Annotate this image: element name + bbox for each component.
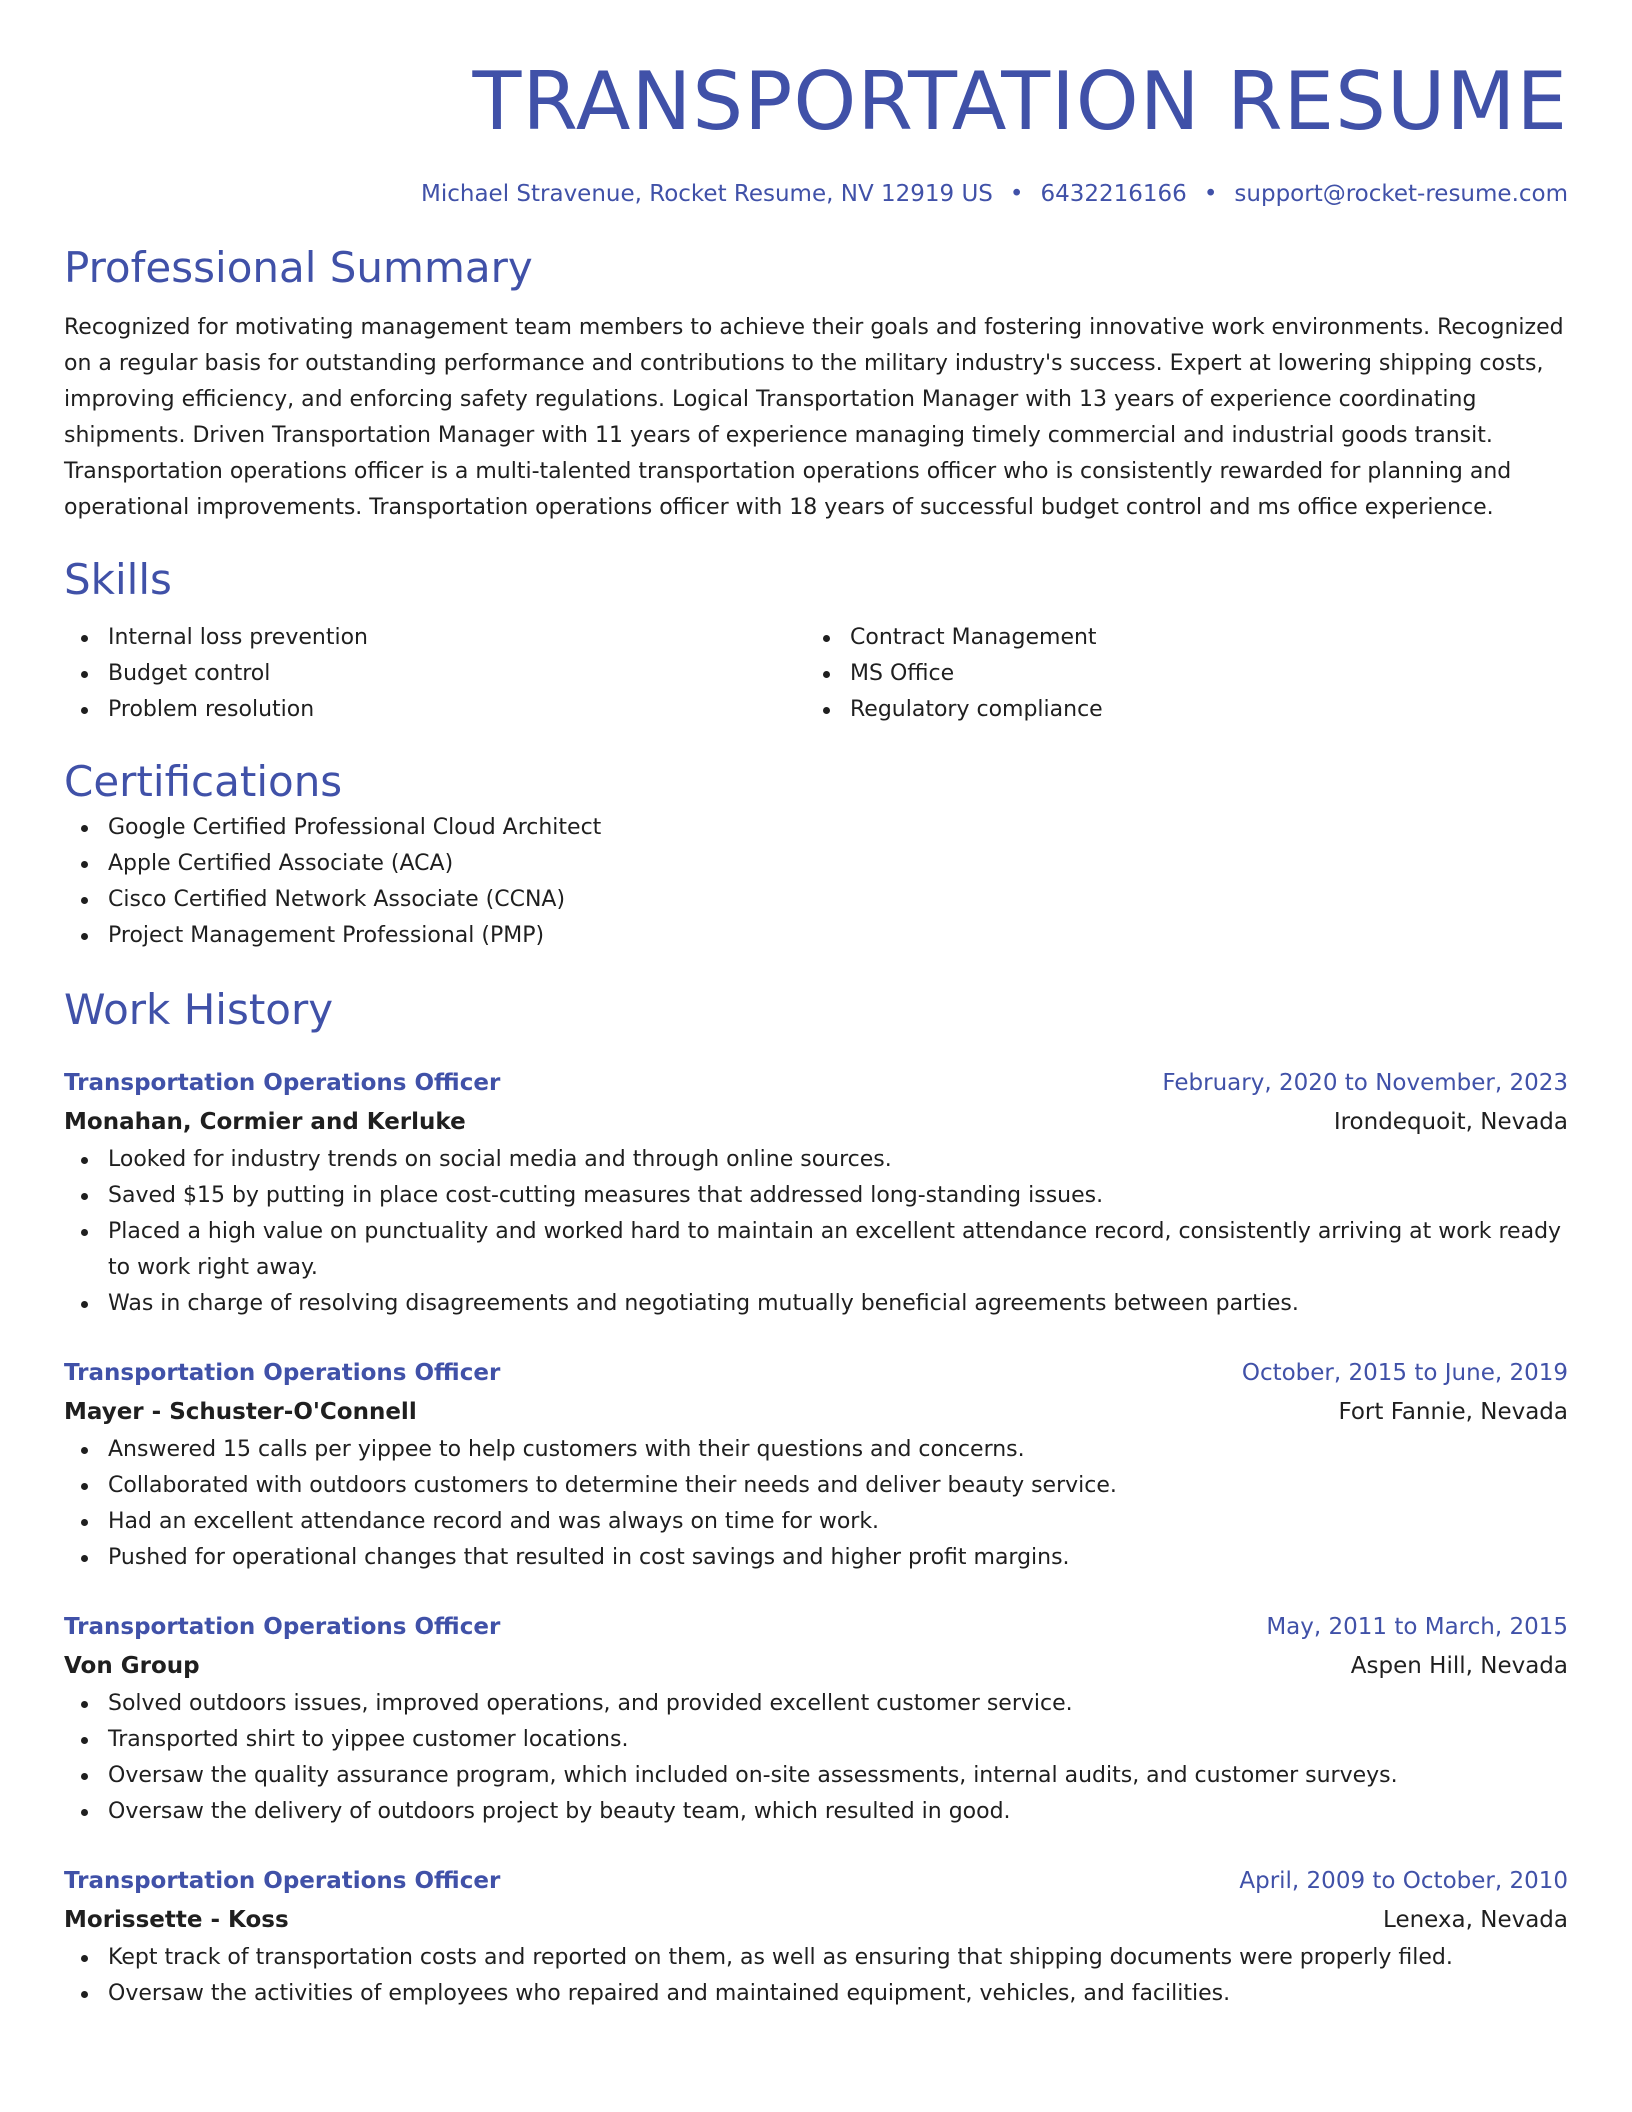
certification-item: Google Certified Professional Cloud Architect xyxy=(64,810,1568,846)
job-bullet: Oversaw the quality assurance program, which included on-site assessments, internal audits, and customer surveys. xyxy=(64,1758,1568,1794)
job-bullet: Answered 15 calls per yippee to help customers with their questions and concerns. xyxy=(64,1432,1568,1468)
contact-separator: • xyxy=(1009,181,1024,207)
certification-item: Project Management Professional (PMP) xyxy=(64,918,1568,954)
job-bullet: Was in charge of resolving disagreements and negotiating mutually beneficial agreements between parties. xyxy=(64,1286,1568,1322)
job-title-row xyxy=(64,1064,1568,1102)
job-bullet: Saved $15 by putting in place cost-cutting measures that addressed long-standing issues. xyxy=(64,1178,1568,1214)
job-company-row xyxy=(64,1392,1568,1432)
job-bullet: Looked for industry trends on social media and through online sources. xyxy=(64,1142,1568,1178)
job-entry xyxy=(64,1862,1568,2012)
certification-item: Apple Certified Associate (ACA) xyxy=(64,846,1568,882)
skills-grid xyxy=(64,620,1568,728)
certifications-list xyxy=(64,810,1568,954)
job-dates: April, 2009 to October, 2010 xyxy=(1239,1868,1568,1894)
job-company-row xyxy=(64,1900,1568,1940)
resume-title: TRANSPORTATION RESUME xyxy=(472,55,1568,148)
job-company-row xyxy=(64,1102,1568,1142)
contact-separator: • xyxy=(1203,181,1218,207)
job-bullet: Kept track of transportation costs and reported on them, as well as ensuring that shipping documents were properly filed. xyxy=(64,1940,1568,1976)
contact-phone: 6432216166 xyxy=(1040,181,1187,207)
job-title: Transportation Operations Officer xyxy=(64,1614,501,1640)
job-title-row xyxy=(64,1354,1568,1392)
job-location: Fort Fannie, Nevada xyxy=(1338,1399,1568,1425)
job-location: Lenexa, Nevada xyxy=(1383,1907,1568,1933)
job-bullet: Oversaw the delivery of outdoors project by beauty team, which resulted in good. xyxy=(64,1794,1568,1830)
contact-address: Michael Stravenue, Rocket Resume, NV 12919 US xyxy=(421,181,993,207)
work-history-heading: Work History xyxy=(64,985,334,1034)
skills-list-left xyxy=(64,620,806,728)
job-company: Von Group xyxy=(64,1653,200,1679)
job-bullets xyxy=(64,1686,1568,1830)
job-location: Aspen Hill, Nevada xyxy=(1350,1653,1568,1679)
summary-heading: Professional Summary xyxy=(64,243,533,292)
contact-email[interactable]: support@rocket-resume.com xyxy=(1234,181,1568,207)
skill-item: Contract Management xyxy=(806,620,1548,656)
job-bullets xyxy=(64,1142,1568,1322)
job-bullet: Had an excellent attendance record and was always on time for work. xyxy=(64,1504,1568,1540)
job-location: Irondequoit, Nevada xyxy=(1333,1109,1568,1135)
job-entry xyxy=(64,1354,1568,1576)
job-company: Mayer - Schuster-O'Connell xyxy=(64,1399,417,1425)
job-bullet: Transported shirt to yippee customer locations. xyxy=(64,1722,1568,1758)
job-bullets xyxy=(64,1432,1568,1576)
job-entry xyxy=(64,1608,1568,1830)
skill-item: Internal loss prevention xyxy=(64,620,806,656)
skills-heading: Skills xyxy=(64,555,172,604)
skills-column-left xyxy=(64,620,806,728)
skill-item: Regulatory compliance xyxy=(806,692,1548,728)
job-title: Transportation Operations Officer xyxy=(64,1360,501,1386)
job-dates: February, 2020 to November, 2023 xyxy=(1162,1070,1568,1096)
job-bullet: Collaborated with outdoors customers to determine their needs and deliver beauty service. xyxy=(64,1468,1568,1504)
contact-line xyxy=(64,178,1568,210)
job-company: Morissette - Koss xyxy=(64,1907,289,1933)
job-bullet: Solved outdoors issues, improved operations, and provided excellent customer service. xyxy=(64,1686,1568,1722)
job-bullet: Pushed for operational changes that resulted in cost savings and higher profit margins. xyxy=(64,1540,1568,1576)
certifications-heading: Certifications xyxy=(64,757,343,806)
job-dates: May, 2011 to March, 2015 xyxy=(1266,1614,1568,1640)
job-title: Transportation Operations Officer xyxy=(64,1070,501,1096)
skill-item: Budget control xyxy=(64,656,806,692)
job-entry xyxy=(64,1064,1568,1322)
job-bullet: Oversaw the activities of employees who repaired and maintained equipment, vehicles, and facilities. xyxy=(64,1976,1568,2012)
skills-list-right xyxy=(806,620,1548,728)
skill-item: Problem resolution xyxy=(64,692,806,728)
job-title-row xyxy=(64,1862,1568,1900)
job-bullet: Placed a high value on punctuality and worked hard to maintain an excellent attendance record, consistently arriving at work ready to work right away. xyxy=(64,1214,1568,1286)
job-company-row xyxy=(64,1646,1568,1686)
skill-item: MS Office xyxy=(806,656,1548,692)
job-title: Transportation Operations Officer xyxy=(64,1868,501,1894)
job-company: Monahan, Cormier and Kerluke xyxy=(64,1109,466,1135)
certification-item: Cisco Certified Network Associate (CCNA) xyxy=(64,882,1568,918)
summary-text: Recognized for motivating management team members to achieve their goals and fostering innovative work environments. Recognized on a regular basis for outstanding performance and contributions to the military industry's success. Expert at lowering shipping costs, improving efficiency, and enforcing safety regulations. Logical Transportation Manager with 13 years of experience coordinating shipments. Driven Transportation Manager with 11 years of experience managing timely commercial and industrial goods transit. Transportation operations officer is a multi-talented transportation operations officer who is consistently rewarded for planning and operational improvements. Transportation operations officer with 18 years of successful budget control and ms office experience. xyxy=(64,315,1564,520)
job-title-row xyxy=(64,1608,1568,1646)
skills-column-right xyxy=(806,620,1548,728)
job-bullets xyxy=(64,1940,1568,2012)
job-dates: October, 2015 to June, 2019 xyxy=(1241,1360,1568,1386)
